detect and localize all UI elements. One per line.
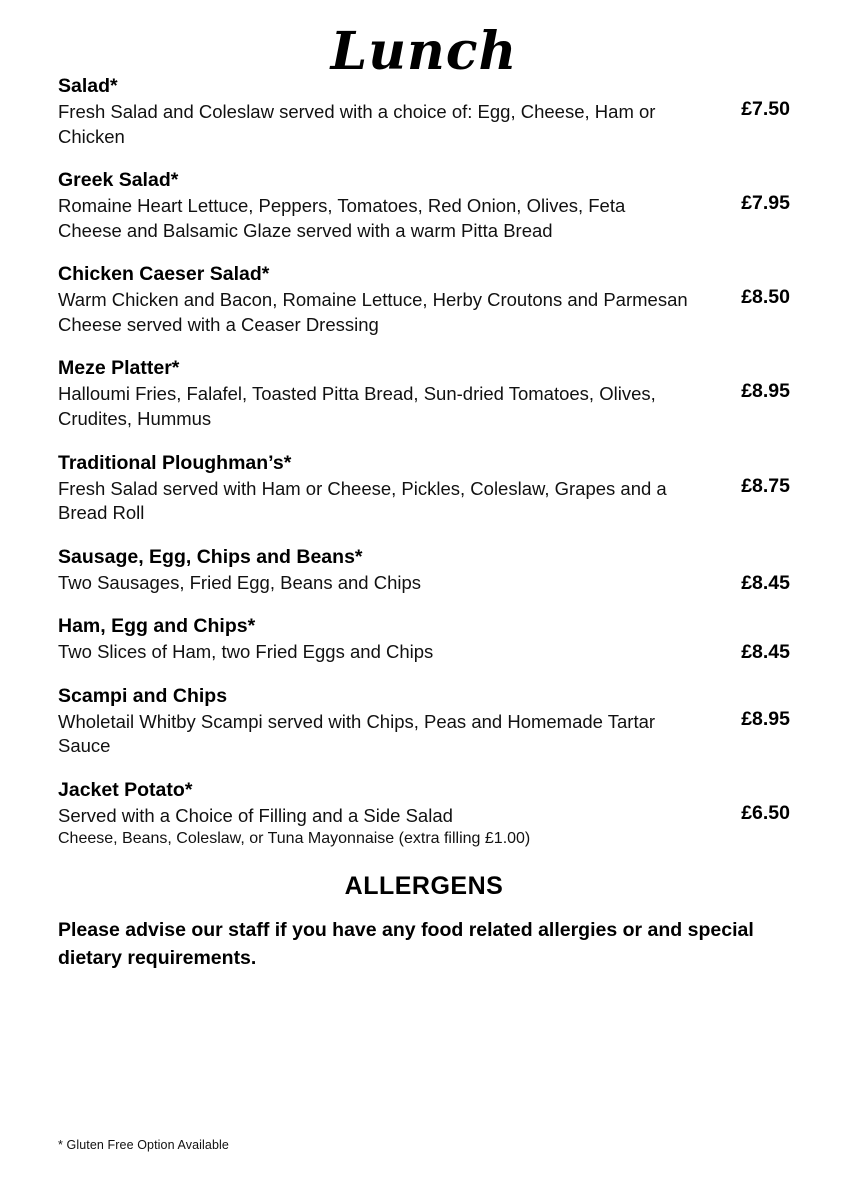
menu-item-description: Halloumi Fries, Falafel, Toasted Pitta Bread, Sun-dried Tomatoes, Olives, Crudites, Hummus [58, 383, 656, 429]
menu-item-price: £8.45 [741, 571, 790, 594]
menu-item-text [58, 74, 704, 149]
menu-item-text [58, 168, 704, 243]
menu-item [58, 545, 790, 596]
menu-item-price: £8.45 [741, 641, 790, 664]
menu-item-name [58, 545, 690, 570]
menu-item [58, 262, 790, 337]
menu-item-description: Two Sausages, Fried Egg, Beans and Chips [58, 571, 422, 593]
menu-item-text [58, 262, 704, 337]
menu-item-description: Fresh Salad and Coleslaw served with a choice of: Egg, Cheese, Ham or Chicken [58, 100, 656, 147]
menu-item-name [58, 168, 690, 193]
menu-item-description: Romaine Heart Lettuce, Peppers, Tomatoes, Red Onion, Olives, Feta Cheese and Balsamic Glaze served with a warm Pitta Bread [58, 195, 626, 241]
menu-item-price: £8.75 [741, 474, 790, 497]
gluten-free-star: * [184, 778, 193, 801]
menu-item-name-text: Traditional Ploughman’s [58, 451, 284, 474]
menu-item [58, 74, 790, 149]
menu-item-name [58, 614, 690, 639]
menu-item-price: £7.95 [741, 192, 790, 215]
menu-item [58, 778, 790, 850]
menu-item-name [58, 262, 690, 287]
gluten-free-star: * [110, 75, 118, 97]
menu-item-price: £6.50 [741, 801, 790, 824]
gluten-free-star: * [283, 451, 292, 474]
menu-item-description: Served with a Choice of Filling and a Side Salad [58, 804, 453, 826]
menu-item-price: £8.95 [741, 707, 790, 730]
menu-item [58, 356, 790, 431]
menu-item [58, 168, 790, 243]
menu-item-text [58, 545, 704, 596]
menu-item-description: Fresh Salad served with Ham or Cheese, Pickles, Coleslaw, Grapes and a Bread Roll [58, 477, 667, 524]
allergens-notice: Please advise our staff if you have any food related allergies or and special dietary requirements. [58, 919, 754, 969]
menu-item-price: £7.50 [741, 98, 790, 120]
menu-item-subdescription: Cheese, Beans, Coleslaw, or Tuna Mayonnaise (extra filling £1.00) [58, 830, 531, 848]
menu-item-price: £8.50 [741, 286, 790, 309]
menu-item [58, 614, 790, 665]
menu-item-name-text: Scampi and Chips [58, 684, 228, 707]
menu-item-name-text: Salad [58, 75, 111, 97]
menu-item-text [58, 684, 704, 759]
page-title: Lunch [330, 21, 518, 82]
menu-items-list [58, 74, 790, 850]
menu-item-name [58, 684, 690, 709]
menu-item-name [58, 451, 690, 476]
menu-item-text [58, 356, 704, 431]
gluten-free-star: * [247, 615, 256, 638]
menu-item-name-text: Sausage, Egg, Chips and Beans [58, 545, 355, 568]
menu-item-name [58, 778, 690, 803]
menu-item [58, 451, 790, 526]
menu-item-name-text: Ham, Egg and Chips [58, 615, 248, 638]
menu-item-text [58, 451, 704, 526]
menu-item-name-text: Jacket Potato [58, 778, 185, 801]
menu-item-name-text: Meze Platter [58, 357, 172, 380]
gluten-free-footnote: * Gluten Free Option Available [58, 1138, 229, 1152]
menu-item-price: £8.95 [741, 380, 790, 403]
gluten-free-star: * [354, 545, 363, 568]
gluten-free-star: * [261, 263, 270, 286]
menu-item-description: Warm Chicken and Bacon, Romaine Lettuce, Herby Croutons and Parmesan Cheese served with a Ceaser Dressing [58, 289, 688, 335]
menu-item [58, 684, 790, 759]
menu-item-description: Wholetail Whitby Scampi served with Chips, Peas and Homemade Tartar Sauce [58, 710, 656, 757]
menu-item-name [58, 356, 690, 381]
menu-item-text [58, 614, 704, 665]
menu-item-name [58, 74, 690, 99]
gluten-free-star: * [171, 357, 180, 380]
gluten-free-star: * [170, 169, 179, 192]
allergens-heading: ALLERGENS [344, 872, 504, 901]
menu-item-name-text: Greek Salad [58, 169, 171, 192]
menu-item-description: Two Slices of Ham, two Fried Eggs and Chips [58, 641, 434, 663]
menu-item-text [58, 778, 704, 850]
menu-item-name-text: Chicken Caeser Salad [58, 263, 262, 286]
